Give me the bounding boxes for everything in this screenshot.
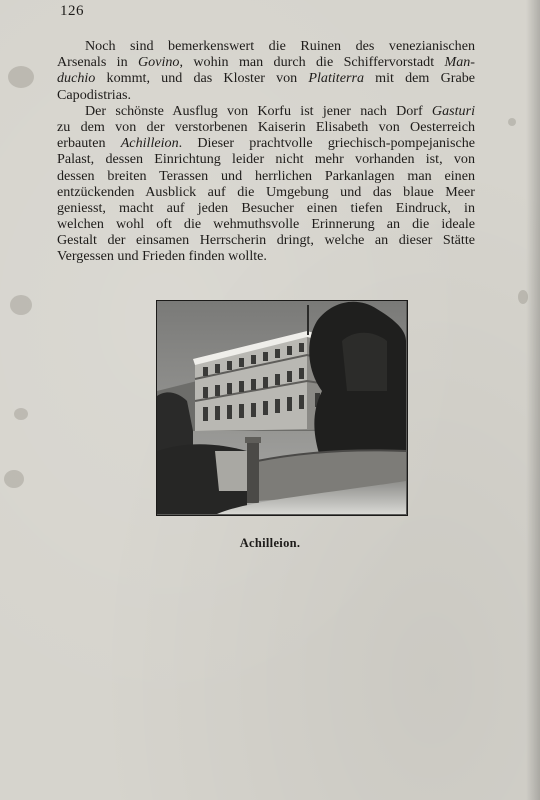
figure-caption: Achilleion.: [239, 536, 301, 550]
text-line: duchio kommt, und das Kloster von Platiterra mit dem Grabe: [57, 70, 475, 87]
text-line: Noch sind bemerkenswert die Ruinen des venezianischen: [85, 38, 475, 54]
text-line: Vergessen und Frieden finden wollte.: [57, 248, 267, 265]
text-line: Palast, dessen Einrichtung leider nicht mehr vorhanden ist, von: [57, 151, 475, 168]
palace-photo-illustration: [157, 301, 406, 514]
paper-stain: [8, 66, 34, 88]
text-line: geniesst, macht auf jeden Besucher einen tiefen Eindruck, in: [57, 199, 475, 216]
page-edge-shadow: [526, 0, 540, 800]
paper-stain: [10, 295, 32, 315]
text-line: Capodistrias.: [57, 86, 131, 103]
achilleion-photograph: [156, 300, 408, 516]
paper-stain: [4, 470, 24, 488]
page-number: 126: [60, 3, 84, 19]
text-line: welchen wohl oft die wehmuthsvolle Erinnerung an die ideale: [57, 216, 475, 233]
text-line: Arsenals in Govino, wohin man durch die Schiffervorstadt Man-: [57, 54, 475, 71]
text-line: dessen breiten Terassen und herrlichen Parkanlagen man einen: [57, 167, 475, 184]
paper-stain: [518, 290, 528, 304]
text-line: entzückenden Ausblick auf die Umgebung und das blaue Meer: [57, 183, 475, 200]
text-line: zu dem von der verstorbenen Kaiserin Elisabeth von Oesterreich: [57, 118, 475, 135]
text-line: Der schönste Ausflug von Korfu ist jener nach Dorf Gasturi: [85, 102, 475, 119]
paper-stain: [508, 118, 516, 126]
body-text: [57, 38, 475, 265]
text-line: erbauten Achilleion. Dieser prachtvolle griechisch-pompejanische: [57, 135, 476, 152]
paper-stain: [14, 408, 28, 420]
text-line: Gestalt der einsamen Herrscherin dringt, welche an dieser Stätte: [57, 232, 475, 249]
